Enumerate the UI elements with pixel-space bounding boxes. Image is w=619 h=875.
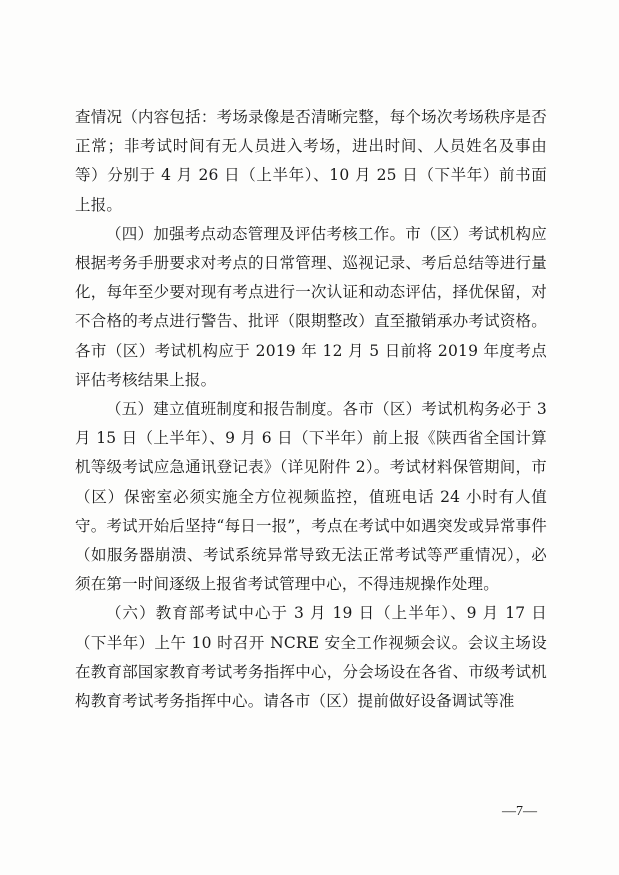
paragraph-section-4: （四）加强考点动态管理及评估考核工作。市（区）考试机构应根据考务手册要求对考点的日常管理、巡视记录、考后总结等进行量化，每年至少要对现有考点进行一次认证和动态评估，择优保留，对不合格的考点进行警告、批评（限期整改）直至撤销承办考试资格。各市（区）考试机构应于 2019 年 12 月 5 日前将 2019 年度考点评估考核结果上报。 xyxy=(75,224,547,389)
page-number: —7— xyxy=(502,804,537,819)
paragraph-section-6: （六）教育部考试中心于 3 月 19 日（上半年）、9 月 17 日（下半年）上午 10 时召开 NCRE 安全工作视频会议。会议主场设在教育部国家教育考试考务指挥中心，分会场设在各省、市级考试机构教育考试考务指挥中心。请各市（区）提前做好设备调试等准 xyxy=(75,604,547,711)
paragraph-section-5: （五）建立值班制度和报告制度。各市（区）考试机构务必于 3 月 15 日（上半年）、9 月 6 日（下半年）前上报《陕西省全国计算机等级考试应急通讯登记表》（详见附件 2）。考试材料保管期间，市（区）保密室必须实施全方位视频监控，值班电话 24 小时有人值守。考试开始后坚持“每日一报”，考点在考试中如遇突发或异常事件（如服务器崩溃、考试系统异常导致无法正常考试等严重情况），必须在第一时间逐级上报省考试管理中心，不得违规操作处理。 xyxy=(75,400,547,594)
paragraph-continuation: 查情况（内容包括：考场录像是否清晰完整，每个场次考场秩序是否正常；非考试时间有无人员进入考场，进出时间、人员姓名及事由等）分别于 4 月 26 日（上半年）、10 月 25 日（下半年）前书面上报。 xyxy=(75,108,547,214)
document-body xyxy=(75,103,547,716)
